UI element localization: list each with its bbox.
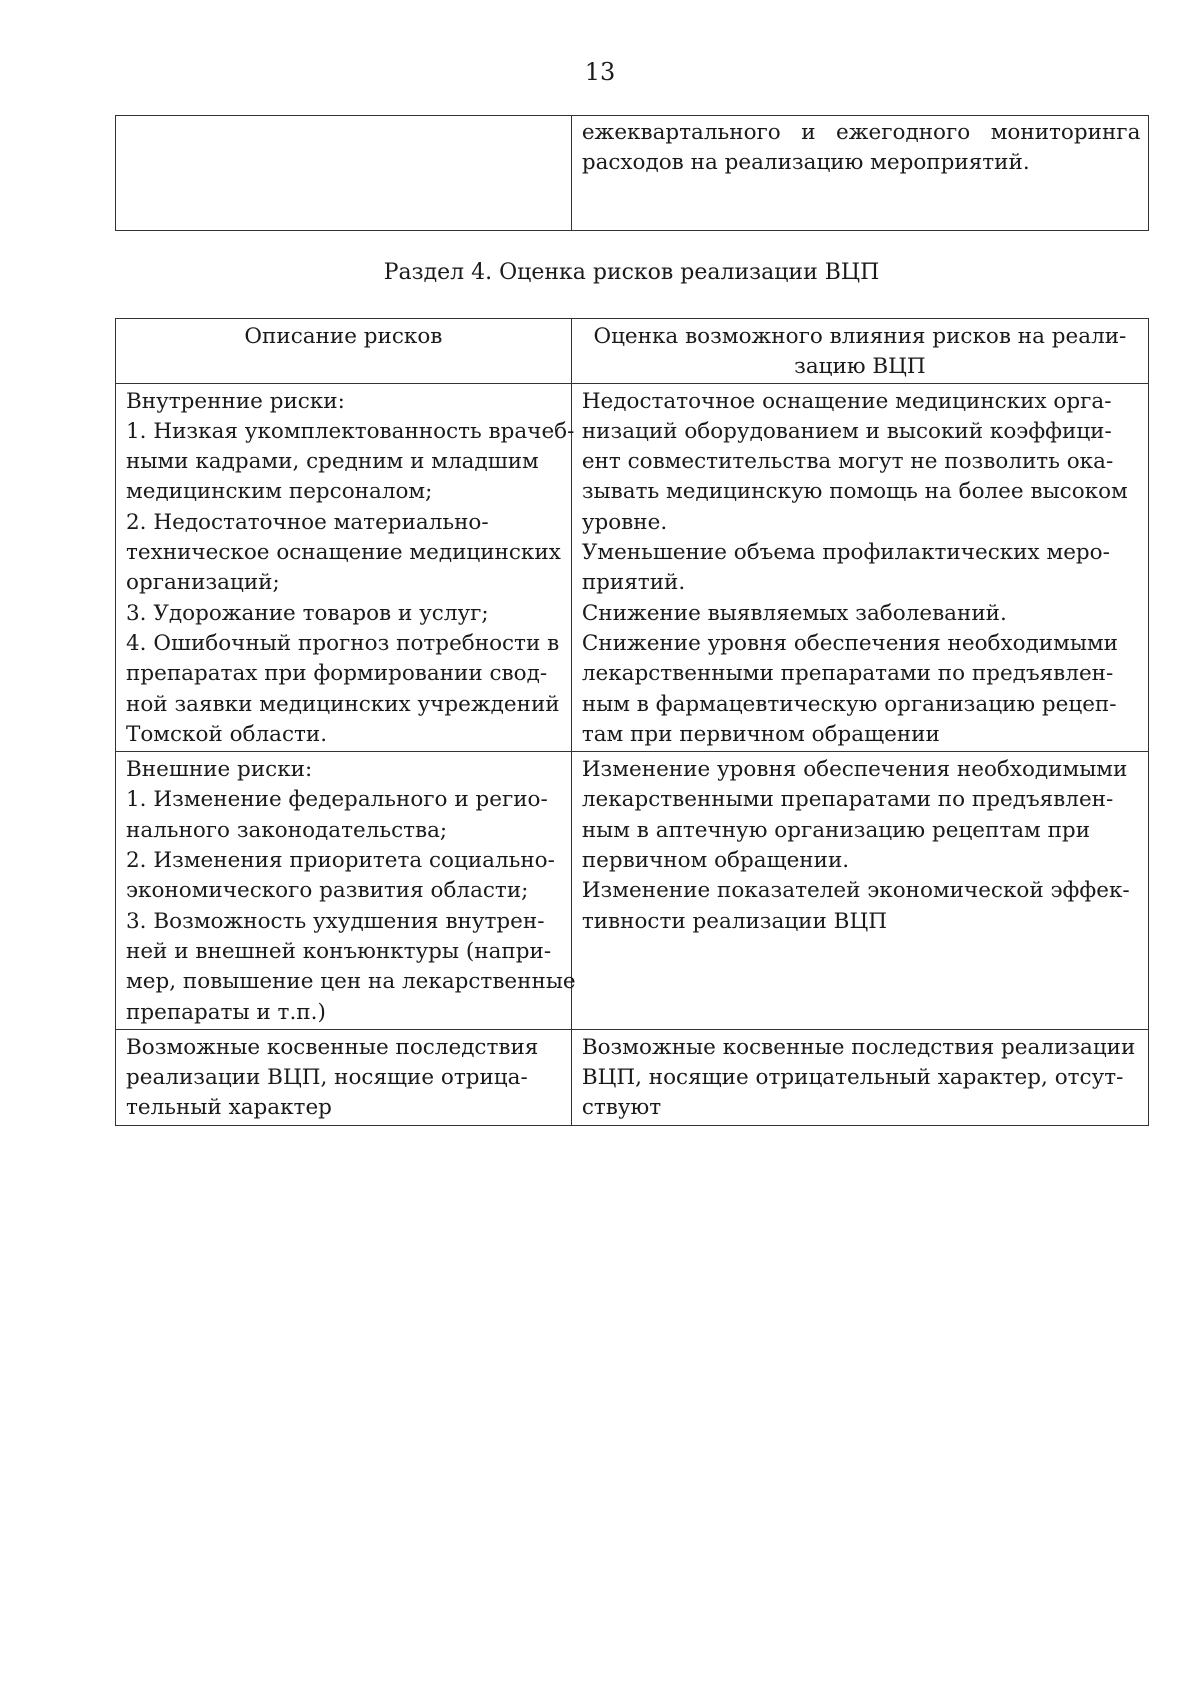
table-row (116, 752, 1149, 1030)
table-header-row (116, 319, 1149, 384)
table-row (116, 116, 1149, 231)
cell-text-line: лекарственными препаратами по предъявлен- (581, 787, 1114, 813)
cell-text-line: Возможные косвенные последствия (126, 1034, 539, 1060)
cell-text-line: 1. Низкая укомплектованность врачеб- (126, 418, 575, 444)
cell-text-line: Изменение показателей экономической эффек- (581, 878, 1130, 904)
cell-text-line: медицинским персоналом; (126, 479, 433, 505)
cell-text-line: ным в аптечную организацию рецептам при (581, 817, 1091, 843)
table-row (116, 1029, 1149, 1125)
risk-table (115, 318, 1149, 1126)
cell-text-line: нального законодательства; (126, 817, 448, 843)
cell-text-line: Томской области. (126, 721, 328, 747)
cell-text-line: 4. Ошибочный прогноз потребности в (126, 630, 560, 656)
risk-impact-cell (571, 383, 1148, 752)
cell-text-line: Снижение уровня обеспечения необходимыми (581, 630, 1119, 656)
cell-text-line: первичном обращении. (581, 848, 850, 874)
cell-text-line: тельный характер (126, 1095, 332, 1121)
header-line: зацию ВЦП (794, 354, 926, 380)
cell-text-line: ной заявки медицинских учреждений (126, 691, 560, 717)
cell-text-line: организаций; (126, 570, 280, 596)
header-risk-description: Описание рисков (116, 319, 572, 384)
risk-impact-cell (571, 1029, 1148, 1125)
cell-text-line: зывать медицинскую помощь на более высоком (581, 479, 1128, 505)
cell-text-line: экономического развития области; (126, 878, 529, 904)
cell-text-line: ствуют (581, 1095, 662, 1121)
continuation-text-line: ежеквартального и ежегодного мониторинга (581, 120, 1141, 145)
continuation-table (115, 115, 1149, 231)
cell-text-line: 1. Изменение федерального и регио- (126, 787, 548, 813)
cell-text-line: техническое оснащение медицинских (126, 540, 561, 566)
continuation-left-cell (116, 116, 572, 231)
cell-text-line: Уменьшение объема профилактических меро- (581, 540, 1110, 566)
cell-text-line: тивности реализации ВЦП (581, 908, 887, 934)
cell-text-line: препаратах при формировании свод- (126, 661, 548, 687)
cell-text-line: Снижение выявляемых заболеваний. (581, 600, 1007, 626)
risk-description-cell (116, 383, 575, 752)
cell-text-line: 3. Возможность ухудшения внутрен- (126, 908, 545, 934)
cell-text-line: Внутренние риски: (126, 388, 345, 414)
cell-text-line: Недостаточное оснащение медицинских орга- (581, 388, 1112, 414)
cell-text-line: лекарственными препаратами по предъявлен- (581, 661, 1114, 687)
cell-text-line: Внешние риски: (126, 757, 313, 783)
cell-text-line: ВЦП, носящие отрицательный характер, отсут- (581, 1065, 1124, 1091)
section-title: Раздел 4. Оценка рисков реализации ВЦП (383, 260, 880, 285)
cell-text-line: ней и внешней конъюнктуры (напри- (126, 938, 552, 964)
header-risk-impact (571, 319, 1148, 384)
cell-text-line: препараты и т.п.) (126, 999, 326, 1025)
cell-text-line: 2. Изменения приоритета социально- (126, 848, 555, 874)
cell-text-line: Возможные косвенные последствия реализации (581, 1034, 1136, 1060)
cell-text-line: там при первичном обращении (581, 721, 940, 747)
cell-text-line: Изменение уровня обеспечения необходимыми (581, 757, 1128, 783)
table-row (116, 383, 1149, 752)
continuation-right-cell (571, 116, 1148, 231)
cell-text-line: уровне. (581, 509, 668, 535)
cell-text-line: низаций оборудованием и высокий коэффици- (581, 418, 1112, 444)
header-line: Оценка возможного влияния рисков на реали- (593, 324, 1127, 349)
cell-text-line: приятий. (581, 570, 686, 596)
risk-impact-cell (571, 752, 1148, 1030)
cell-text-line: ным в фармацевтическую организацию рецеп- (581, 691, 1117, 717)
risk-description-cell (116, 1029, 572, 1125)
page-number: 13 (584, 58, 616, 86)
cell-text-line: 2. Недостаточное материально- (126, 509, 489, 535)
cell-text-line: ент совместительства могут не позволить ока- (581, 449, 1114, 475)
cell-text-line: реализации ВЦП, носящие отрица- (126, 1065, 528, 1091)
risk-description-cell (116, 752, 576, 1030)
cell-text-line: мер, повышение цен на лекарственные (126, 969, 576, 995)
continuation-text-line: расходов на реализацию мероприятий. (581, 150, 1030, 176)
cell-text-line: ными кадрами, средним и младшим (126, 449, 539, 475)
cell-text-line: 3. Удорожание товаров и услуг; (126, 600, 489, 626)
